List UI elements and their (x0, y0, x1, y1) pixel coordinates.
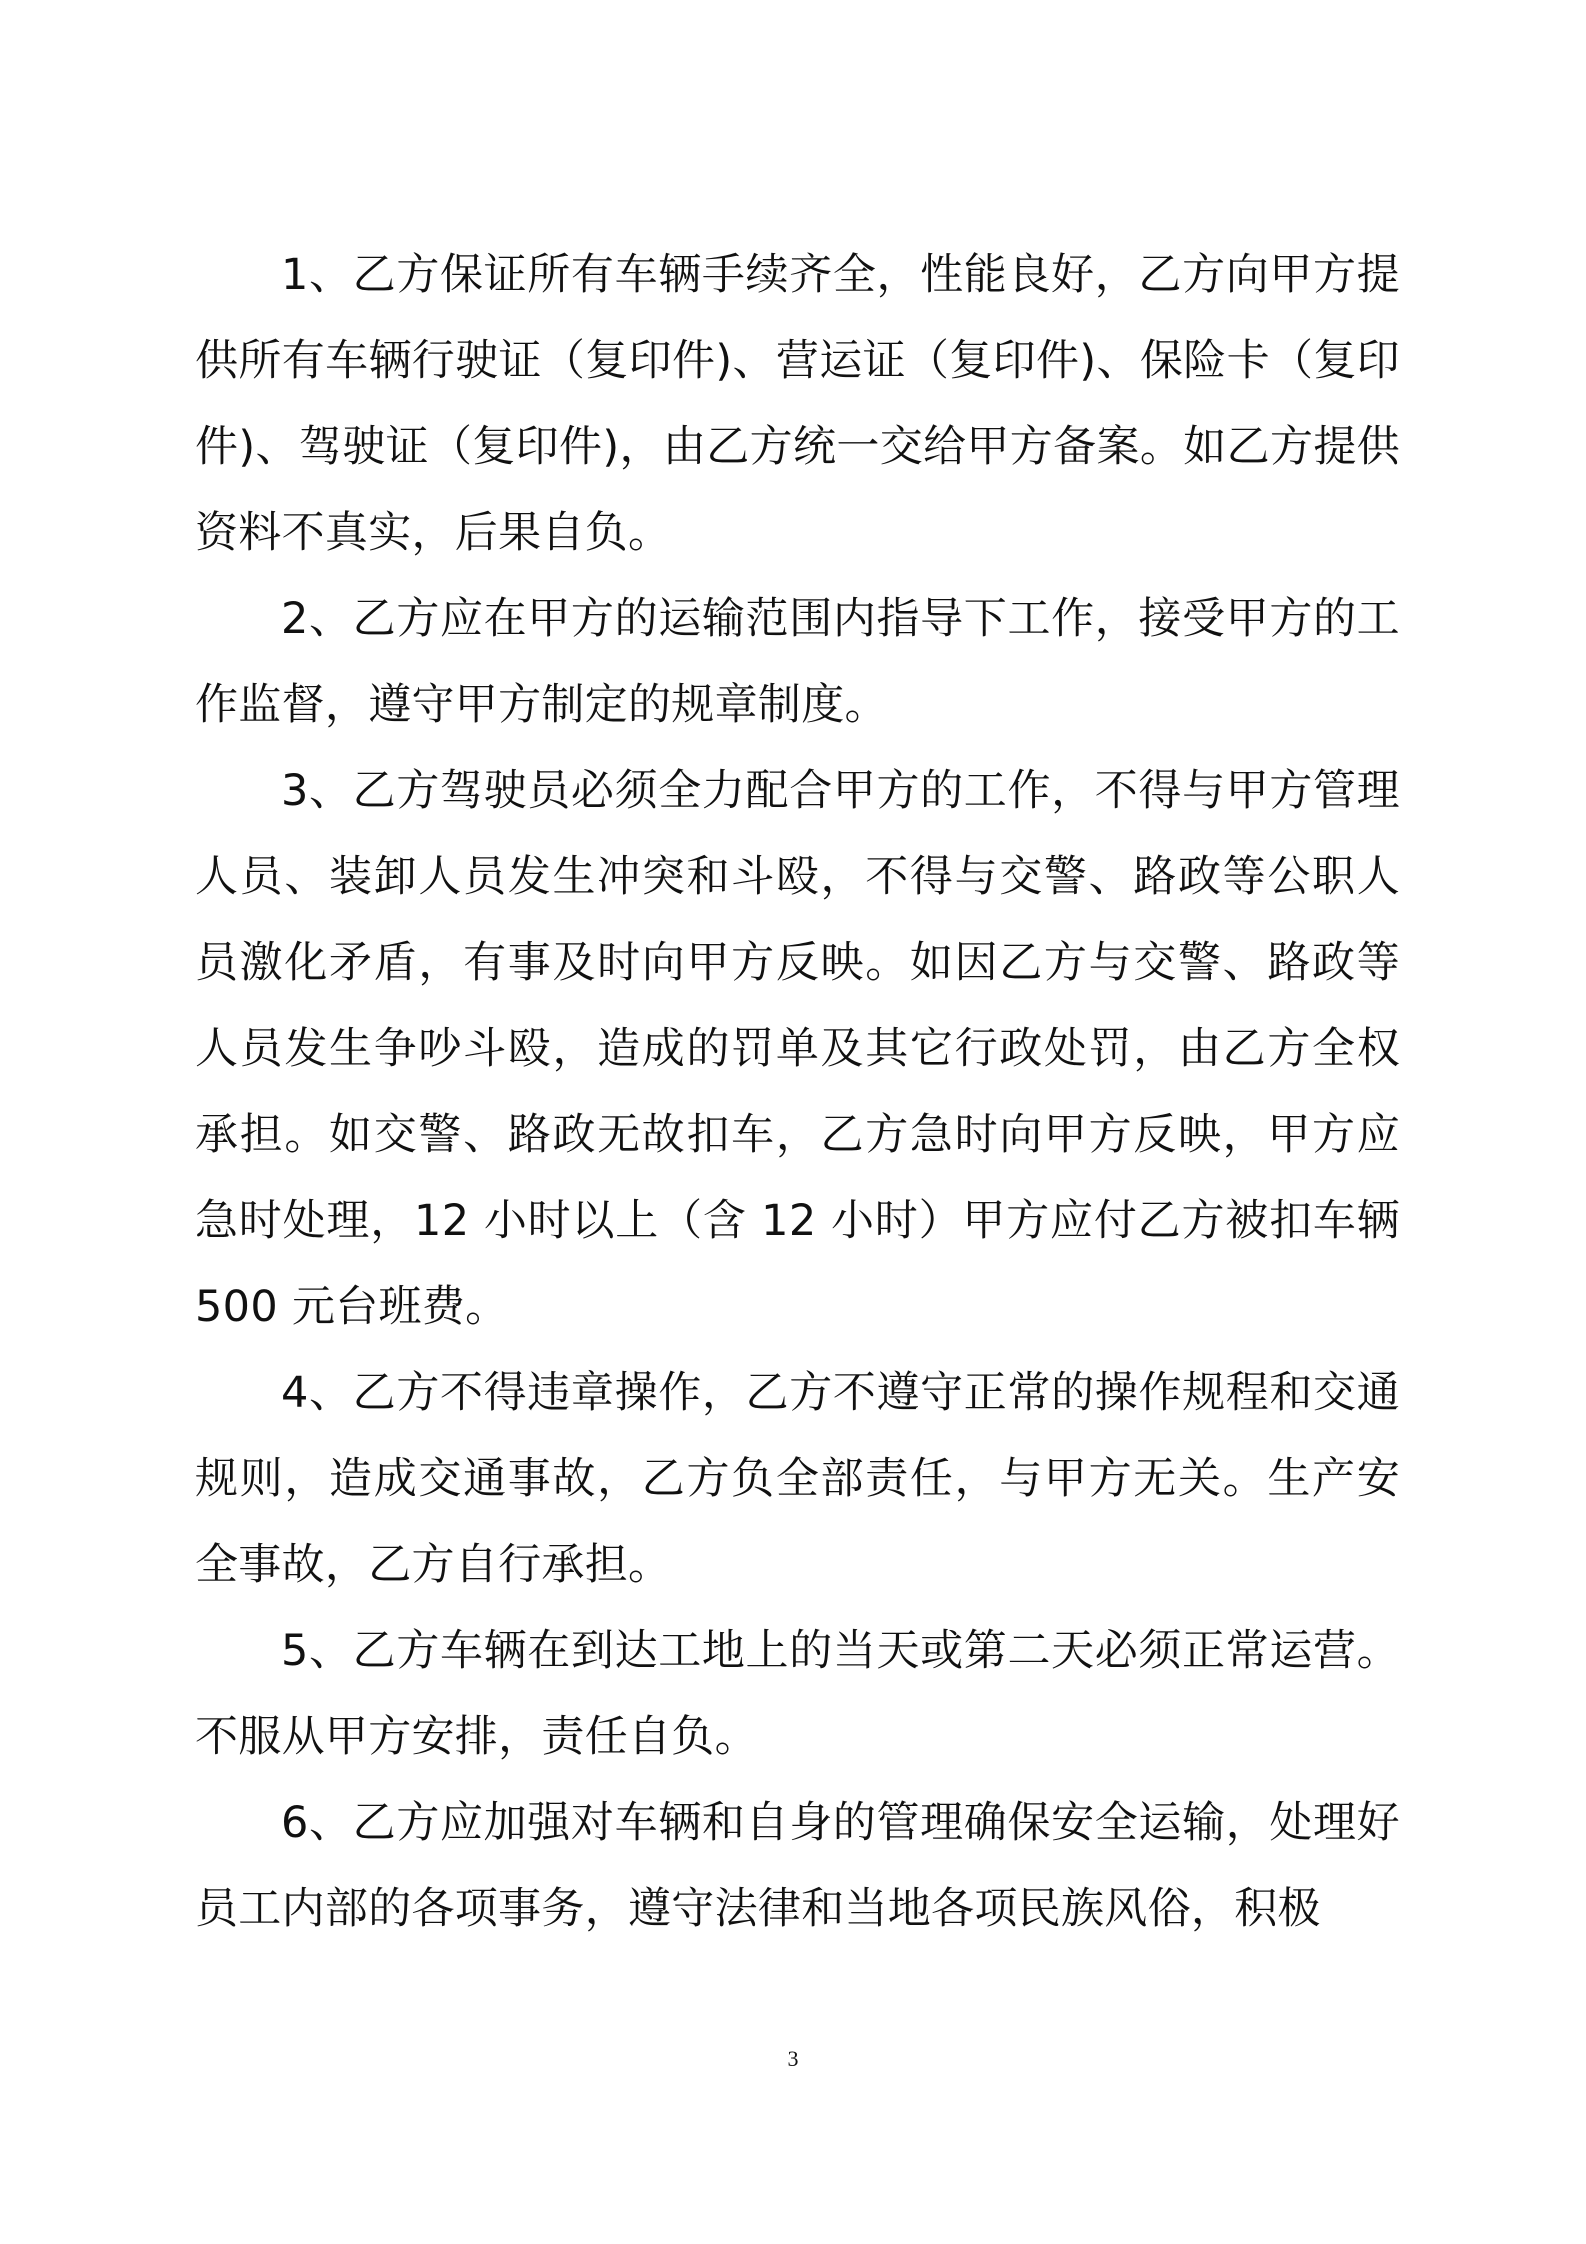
paragraph-5: 5、乙方车辆在到达工地上的当天或第二天必须正常运营。不服从甲方安排，责任自负。 (195, 1626, 1400, 1762)
page-number: 3 (787, 2046, 799, 2071)
paragraph-2: 2、乙方应在甲方的运输范围内指导下工作，接受甲方的工作监督，遵守甲方制定的规章制度。 (195, 594, 1400, 730)
paragraph-4: 4、乙方不得违章操作，乙方不遵守正常的操作规程和交通规则，造成交通事故，乙方负全部责任，与甲方无关。生产安全事故，乙方自行承担。 (195, 1368, 1400, 1590)
paragraph-6: 6、乙方应加强对车辆和自身的管理确保安全运输，处理好员工内部的各项事务，遵守法律和当地各项民族风俗，积极 (195, 1798, 1400, 1934)
paragraph-3: 3、乙方驾驶员必须全力配合甲方的工作，不得与甲方管理人员、装卸人员发生冲突和斗殴，不得与交警、路政等公职人员激化矛盾，有事及时向甲方反映。如因乙方与交警、路政等人员发生争吵斗殴，造成的罚单及其它行政处罚，由乙方全权承担。如交警、路政无故扣车，乙方急时向甲方反映，甲方应急时处理，12 小时以上（含 12 小时）甲方应付乙方被扣车辆 500 元台班费。 (195, 766, 1400, 1332)
body-text (195, 232, 1400, 1952)
paragraph-1: 1、乙方保证所有车辆手续齐全，性能良好，乙方向甲方提供所有车辆行驶证（复印件)、营运证（复印件)、保险卡（复印件)、驾驶证（复印件)，由乙方统一交给甲方备案。如乙方提供资料不真实，后果自负。 (195, 250, 1400, 558)
